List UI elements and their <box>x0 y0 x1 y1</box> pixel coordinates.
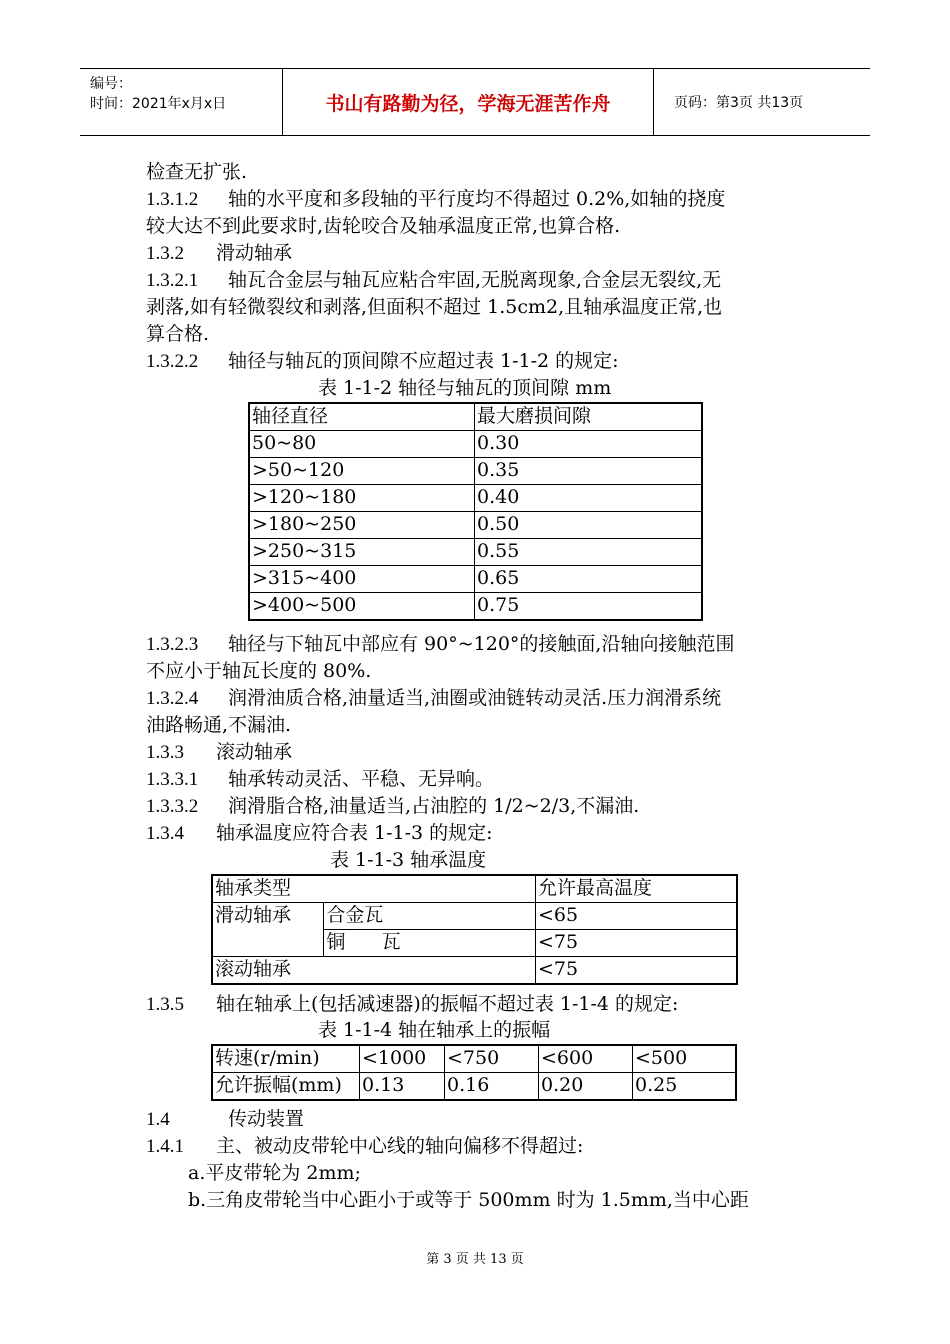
table-row <box>249 512 702 539</box>
text-line: 较大达不到此要求时,齿轮咬合及轴承温度正常,也算合格. <box>146 215 621 237</box>
table-cell: 0.75 <box>475 593 703 621</box>
table-cell: 0.65 <box>475 566 703 593</box>
table-cell: 0.50 <box>475 512 703 539</box>
text-line: 1.3.4 轴承温度应符合表 1-1-3 的规定: <box>146 822 493 844</box>
text-line: 1.3.2.3 轴径与下轴瓦中部应有 90°~120°的接触面,沿轴向接触范围 <box>146 633 735 655</box>
list-item: b.三角皮带轮当中心距小于或等于 500mm 时为 1.5mm,当中心距 <box>188 1189 749 1211</box>
table-cell: >50~120 <box>249 458 475 485</box>
table-caption: 表 1-1-4 轴在轴承上的振幅 <box>318 1019 551 1041</box>
list-item: a.平皮带轮为 2mm; <box>188 1162 361 1184</box>
bearing-temperature-table <box>211 874 738 985</box>
table-row <box>212 1045 736 1073</box>
section-heading: 1.3.3 滚动轴承 <box>146 741 293 763</box>
table-row <box>212 957 737 985</box>
table-cell: <75 <box>536 957 738 985</box>
table-cell: 允许振幅(mm) <box>212 1073 360 1101</box>
text-line: 1.3.3.2 润滑脂合格,油量适当,占油腔的 1/2~2/3,不漏油. <box>146 795 640 817</box>
header-page-text: 页码：第3页 共13页 <box>674 95 804 111</box>
table-cell: <65 <box>536 903 738 930</box>
table-cell: <750 <box>445 1045 539 1073</box>
table-cell: 0.13 <box>360 1073 445 1101</box>
text-line: 1.3.2.1 轴瓦合金层与轴瓦应粘合牢固,无脱离现象,合金层无裂纹,无 <box>146 269 722 291</box>
table-header-cell: 轴径直径 <box>249 403 475 431</box>
text-line: 剥落,如有轻微裂纹和剥落,但面积不超过 1.5cm2,且轴承温度正常,也 <box>146 296 723 318</box>
table-caption: 表 1-1-2 轴径与轴瓦的顶间隙 mm <box>318 377 612 399</box>
table-cell: 滚动轴承 <box>212 957 536 985</box>
page-footer: 第 3 页 共 13 页 <box>426 1252 524 1267</box>
text-line: 1.3.2.4 润滑油质合格,油量适当,油圈或油链转动灵活.压力润滑系统 <box>146 687 722 709</box>
table-row <box>212 1073 736 1101</box>
table-cell: 合金瓦 <box>324 903 536 930</box>
document-number-label: 编号： <box>90 76 132 92</box>
text-line: 1.4.1 主、被动皮带轮中心线的轴向偏移不得超过: <box>146 1135 584 1157</box>
table-cell: >180~250 <box>249 512 475 539</box>
table-cell: 0.55 <box>475 539 703 566</box>
section-heading: 1.4 传动装置 <box>146 1108 305 1130</box>
section-heading: 1.3.2 滑动轴承 <box>146 242 293 264</box>
page-header <box>80 68 870 136</box>
table-cell: <600 <box>539 1045 633 1073</box>
journal-clearance-table <box>248 402 703 621</box>
table-row <box>249 593 702 621</box>
table-cell: 50~80 <box>249 431 475 458</box>
text-line: 算合格. <box>146 323 210 345</box>
table-cell: 0.30 <box>475 431 703 458</box>
table-cell: 0.35 <box>475 458 703 485</box>
table-cell: 铜 瓦 <box>324 930 536 957</box>
text-line: 油路畅通,不漏油. <box>146 714 292 736</box>
text-line: 1.3.2.2 轴径与轴瓦的顶间隙不应超过表 1-1-2 的规定: <box>146 350 619 372</box>
table-caption: 表 1-1-3 轴承温度 <box>330 849 487 871</box>
table-cell: >120~180 <box>249 485 475 512</box>
table-cell: <500 <box>633 1045 737 1073</box>
table-cell: 0.40 <box>475 485 703 512</box>
table-cell: 0.25 <box>633 1073 737 1101</box>
vibration-amplitude-table <box>211 1044 737 1101</box>
table-row <box>212 903 737 930</box>
table-cell: >250~315 <box>249 539 475 566</box>
table-cell: >400~500 <box>249 593 475 621</box>
table-row <box>249 485 702 512</box>
table-row <box>249 431 702 458</box>
header-motto: 书山有路勤为径，学海无涯苦作舟 <box>283 69 654 135</box>
document-date: 时间：2021年x月x日 <box>90 96 227 112</box>
table-row <box>249 539 702 566</box>
table-header-row <box>249 403 702 431</box>
table-header-cell: 最大磨损间隙 <box>475 403 703 431</box>
table-header-cell: 轴承类型 <box>212 875 536 903</box>
text-line: 检查无扩张. <box>146 161 248 183</box>
table-header-cell: 允许最高温度 <box>536 875 738 903</box>
table-cell: <75 <box>536 930 738 957</box>
table-cell: 0.16 <box>445 1073 539 1101</box>
table-row <box>249 566 702 593</box>
table-header-row <box>212 875 737 903</box>
text-line: 不应小于轴瓦长度的 80%. <box>146 660 372 682</box>
table-cell: >315~400 <box>249 566 475 593</box>
table-row <box>249 458 702 485</box>
text-line: 1.3.3.1 轴承转动灵活、平稳、无异响。 <box>146 768 495 790</box>
table-cell: 转速(r/min) <box>212 1045 360 1073</box>
table-cell: 0.20 <box>539 1073 633 1101</box>
text-line: 1.3.5 轴在轴承上(包括减速器)的振幅不超过表 1-1-4 的规定: <box>146 993 679 1015</box>
table-cell: 滑动轴承 <box>212 903 324 957</box>
table-cell: <1000 <box>360 1045 445 1073</box>
header-page-info <box>664 69 870 135</box>
header-meta <box>80 69 283 135</box>
text-line: 1.3.1.2 轴的水平度和多段轴的平行度均不得超过 0.2%,如轴的挠度 <box>146 188 726 210</box>
